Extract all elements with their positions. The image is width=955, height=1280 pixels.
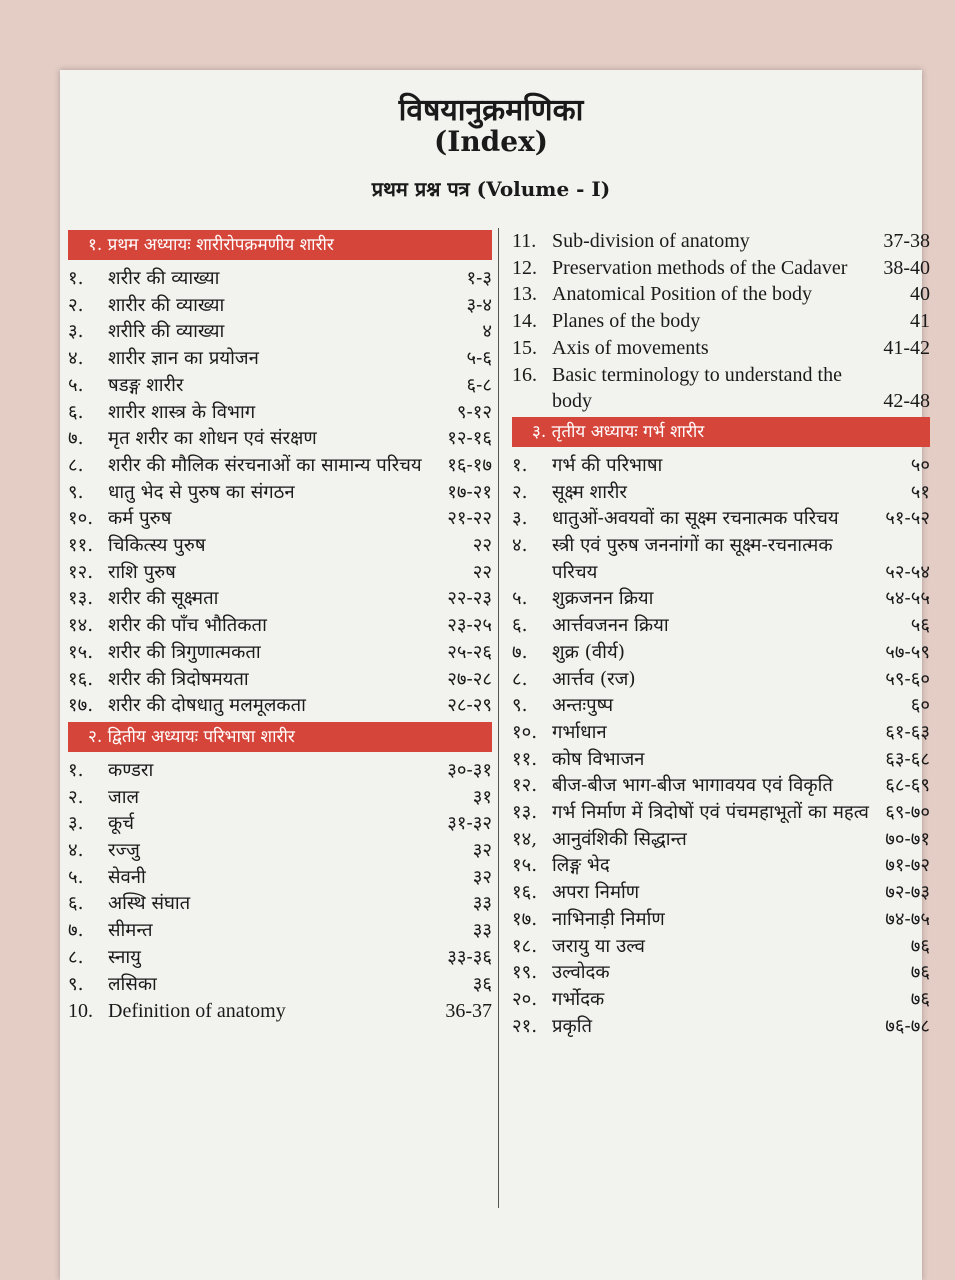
entry-title: शारीर ज्ञान का प्रयोजन <box>108 348 259 370</box>
entry-number: ११. <box>68 535 94 557</box>
entry-page: 41-42 <box>883 336 930 359</box>
entry-title: उल्वोदक <box>552 962 610 984</box>
index-entry <box>512 853 930 880</box>
index-entry <box>68 319 492 346</box>
entry-page: ७४-७५ <box>885 908 930 930</box>
entry-page: ३२ <box>472 866 492 888</box>
entry-page: ७६ <box>910 962 930 984</box>
column-divider <box>498 228 499 1208</box>
index-entry <box>512 480 930 507</box>
entry-page: २२-२३ <box>447 588 492 610</box>
index-entry <box>512 533 930 586</box>
entry-page: ७१-७२ <box>885 855 930 877</box>
entry-number: २०. <box>512 988 538 1010</box>
left-column <box>68 228 492 1025</box>
chapter-heading: १. प्रथम अध्यायः शारीरोपक्रमणीय शारीर <box>68 230 492 260</box>
entry-number: ६. <box>512 615 528 637</box>
entry-number: १७. <box>512 908 538 930</box>
entry-page: ४ <box>482 321 492 343</box>
entry-title: शरीर की पाँच भौतिकता <box>108 615 267 637</box>
entry-page: ५४-५५ <box>885 588 930 610</box>
entry-number: ४. <box>68 348 84 370</box>
index-entry <box>512 640 930 667</box>
index-entry <box>68 266 492 293</box>
page-title: विषयानुक्रमणिका <box>398 93 584 128</box>
index-entry <box>512 228 930 255</box>
entry-number: 10. <box>68 1000 93 1023</box>
entry-page: ७०-७१ <box>885 828 930 850</box>
entry-number: १. <box>68 759 84 781</box>
entry-number: ४. <box>512 535 528 557</box>
entry-title: सीमन्त <box>108 920 153 942</box>
right-column <box>512 228 930 1040</box>
entry-title: षडङ्ग शारीर <box>108 374 184 396</box>
entry-number: ११. <box>512 748 538 770</box>
entry-number: १६. <box>68 668 94 690</box>
entry-page: ९-१२ <box>456 401 492 423</box>
entry-number: २. <box>68 786 84 808</box>
entry-page: ६३-६८ <box>885 748 930 770</box>
index-entry <box>512 720 930 747</box>
entry-number: ७. <box>68 428 84 450</box>
entry-title: सेवनी <box>108 866 146 888</box>
entry-page: २२ <box>472 535 492 557</box>
index-entry <box>68 838 492 865</box>
entry-page: ५६ <box>910 615 930 637</box>
entry-title: शरीरि की व्याख्या <box>108 321 225 343</box>
entry-title: शरीर की दोषधातु मलमूलकता <box>108 695 306 717</box>
entry-page: ६-८ <box>466 374 492 396</box>
entry-number: १३. <box>68 588 94 610</box>
entry-number: २. <box>512 481 528 503</box>
entry-page: ५७-५९ <box>885 641 930 663</box>
entry-number: ८. <box>68 946 84 968</box>
index-entry <box>68 533 492 560</box>
index-entry <box>68 293 492 320</box>
entry-number: ३. <box>68 813 84 835</box>
entry-title: कोष विभाजन <box>552 748 645 770</box>
entry-number: ५. <box>512 588 528 610</box>
entry-page: ५९-६० <box>885 668 930 690</box>
entry-title: अन्तःपुष्प <box>552 695 614 717</box>
entry-number: १२. <box>68 561 94 583</box>
entry-number: १५. <box>512 855 538 877</box>
index-entry <box>68 918 492 945</box>
entry-page: ७६ <box>910 988 930 1010</box>
entry-number: 11. <box>512 230 537 252</box>
entry-number: ८. <box>68 454 84 476</box>
entry-page: १७-२१ <box>447 481 492 503</box>
volume-heading: प्रथम प्रश्न पत्र (Volume - I) <box>371 177 611 201</box>
entry-page: २२ <box>472 561 492 583</box>
entry-page: २८-२९ <box>447 695 492 717</box>
entry-title: Sub-division of anatomy <box>552 230 750 252</box>
index-entry <box>68 640 492 667</box>
entry-page: ६९-७० <box>885 802 930 824</box>
entry-title: शारीर शास्त्र के विभाग <box>108 401 256 423</box>
entry-page: २३-२५ <box>447 615 492 637</box>
entry-title: स्त्री एवं पुरुष जननांगों का सूक्ष्म-रचनात्मक परिचय <box>552 535 833 583</box>
entry-number: १७. <box>68 695 94 717</box>
entry-title: शरीर की व्याख्या <box>108 268 220 289</box>
entry-page: ३३ <box>472 920 492 942</box>
entry-number: १. <box>68 268 84 289</box>
index-entry <box>68 693 492 720</box>
entry-page: ६० <box>910 695 930 717</box>
entry-title: गर्भाधान <box>552 721 607 743</box>
entry-page: ३६ <box>472 973 492 995</box>
index-entry <box>68 758 492 785</box>
entry-title: Preservation methods of the Cadaver <box>552 256 848 279</box>
entry-page: 42-48 <box>883 390 930 413</box>
entry-page: ३१ <box>472 786 492 808</box>
entry-number: ६. <box>68 401 84 423</box>
entry-number: १४. <box>68 615 94 637</box>
index-entry <box>68 891 492 918</box>
entry-page: ३१-३२ <box>447 813 492 835</box>
entry-number: 14. <box>512 310 537 333</box>
entry-number: १२. <box>512 775 538 797</box>
entry-title: सूक्ष्म शारीर <box>552 481 627 503</box>
index-entry <box>512 281 930 308</box>
entry-title: शरीर की मौलिक संरचनाओं का सामान्य परिचय <box>108 454 422 476</box>
entry-page: ७६ <box>910 935 930 957</box>
index-entry <box>68 945 492 972</box>
entry-number: २. <box>68 294 84 316</box>
index-entry <box>512 987 930 1014</box>
index-entry <box>512 586 930 613</box>
entry-number: 16. <box>512 363 537 386</box>
entry-page: 40 <box>910 283 930 306</box>
entry-number: १९. <box>512 962 538 984</box>
index-entry <box>512 1014 930 1041</box>
index-entry <box>512 880 930 907</box>
entry-page: ६८-६९ <box>885 775 930 797</box>
index-entry <box>512 773 930 800</box>
entry-page: ५१ <box>910 481 930 503</box>
index-entry <box>512 907 930 934</box>
entry-page: १६-१७ <box>447 454 492 476</box>
entry-page: ७६-७८ <box>885 1015 930 1037</box>
entry-title: आर्त्तवजनन क्रिया <box>552 615 669 637</box>
entry-number: 12. <box>512 256 537 279</box>
index-entry <box>512 667 930 694</box>
entry-number: ७. <box>512 641 528 663</box>
entry-title: आनुवंशिकी सिद्धान्त <box>552 828 687 850</box>
entry-title: कर्म पुरुष <box>108 508 172 530</box>
entry-page: २१-२२ <box>447 508 492 530</box>
entry-page: 36-37 <box>445 1000 492 1023</box>
entry-title: गर्भोदक <box>552 988 605 1010</box>
entry-number: ४. <box>68 840 84 862</box>
entry-number: ३. <box>68 321 84 343</box>
entry-title: कूर्च <box>108 813 134 835</box>
entry-title: शुक्रजनन क्रिया <box>552 588 654 610</box>
entry-page: 37-38 <box>883 230 930 252</box>
entry-number: १४, <box>512 828 538 850</box>
index-entry <box>68 785 492 812</box>
entry-title: स्नायु <box>108 946 141 968</box>
entry-title: अपरा निर्माण <box>552 882 640 904</box>
entry-title: लसिका <box>108 973 157 995</box>
entry-title: Axis of movements <box>552 336 709 359</box>
entry-title: शरीर की सूक्ष्मता <box>108 588 219 610</box>
index-entry <box>68 453 492 480</box>
entry-title: रज्जु <box>108 840 140 862</box>
entry-page: ३०-३१ <box>447 759 492 781</box>
index-entry <box>512 613 930 640</box>
page-subtitle: (Index) <box>433 125 549 158</box>
entry-title: Planes of the body <box>552 310 701 333</box>
index-entry <box>68 667 492 694</box>
entry-page: २५-२६ <box>447 641 492 663</box>
entry-number: ८. <box>512 668 528 690</box>
index-entry <box>68 373 492 400</box>
entry-page: ३-४ <box>466 294 492 316</box>
entry-page: २७-२८ <box>447 668 492 690</box>
entry-number: १०. <box>68 508 94 530</box>
index-entry <box>68 426 492 453</box>
index-entry <box>68 480 492 507</box>
entry-page: ७२-७३ <box>885 882 930 904</box>
entry-page: ५१-५२ <box>885 508 930 530</box>
entry-number: २१. <box>512 1015 538 1037</box>
index-page <box>60 70 930 1280</box>
entry-number: १६. <box>512 882 538 904</box>
entry-page: 41 <box>910 310 930 333</box>
entry-title: Anatomical Position of the body <box>552 283 812 306</box>
entry-page: ५० <box>910 454 930 476</box>
entry-number: 15. <box>512 336 537 359</box>
index-entry <box>512 362 930 415</box>
entry-title: कण्डरा <box>108 759 154 781</box>
entry-title: गर्भ निर्माण में त्रिदोषों एवं पंचमहाभूतों का महत्व <box>552 802 869 824</box>
entry-title: अस्थि संघात <box>108 893 191 915</box>
index-entry <box>512 800 930 827</box>
entry-number: ९. <box>512 695 528 717</box>
entry-page: ५२-५४ <box>885 561 930 583</box>
entry-title: शारीर की व्याख्या <box>108 294 225 316</box>
entry-page: १२-१६ <box>447 428 492 450</box>
index-entry <box>68 972 492 999</box>
entry-title: बीज-बीज भाग-बीज भागावयव एवं विकृति <box>552 775 833 797</box>
index-entry <box>68 586 492 613</box>
entry-title: Basic terminology to understand the body <box>552 363 842 413</box>
entry-title: शरीर की त्रिदोषमयता <box>108 668 249 690</box>
entry-title: आर्त्तव (रज) <box>552 668 636 690</box>
entry-title: मृत शरीर का शोधन एवं संरक्षण <box>108 428 317 450</box>
index-entry <box>512 934 930 961</box>
entry-title: जरायु या उल्व <box>552 935 645 957</box>
entry-page: १-३ <box>466 268 492 289</box>
entry-number: १३. <box>512 802 538 824</box>
entry-title: धातुओं-अवयवों का सूक्ष्म रचनात्मक परिचय <box>552 508 839 530</box>
index-entry <box>68 811 492 838</box>
entry-page: ३२ <box>472 840 492 862</box>
entry-number: १. <box>512 454 528 476</box>
entry-number: ५. <box>68 866 84 888</box>
index-entry <box>68 506 492 533</box>
index-entry <box>512 693 930 720</box>
entry-title: Definition of anatomy <box>108 1000 286 1023</box>
index-entry <box>68 560 492 587</box>
entry-number: १५. <box>68 641 94 663</box>
entry-title: राशि पुरुष <box>108 561 176 583</box>
entry-page: ६१-६३ <box>885 721 930 743</box>
index-entry <box>512 506 930 533</box>
index-entry <box>512 335 930 362</box>
entry-number: १०. <box>512 721 538 743</box>
entry-page: ३३-३६ <box>447 946 492 968</box>
entry-number: ९. <box>68 481 84 503</box>
index-entry <box>512 960 930 987</box>
index-entry <box>512 308 930 335</box>
entry-number: ६. <box>68 893 84 915</box>
chapter-heading: २. द्वितीय अध्यायः परिभाषा शारीर <box>68 722 492 752</box>
index-entry <box>68 998 492 1025</box>
entry-title: लिङ्ग भेद <box>552 855 610 877</box>
index-entry <box>512 453 930 480</box>
entry-title: नाभिनाड़ी निर्माण <box>552 908 665 930</box>
entry-number: ३. <box>512 508 528 530</box>
index-entry <box>512 747 930 774</box>
entry-number: १८. <box>512 935 538 957</box>
entry-title: धातु भेद से पुरुष का संगठन <box>108 481 295 503</box>
index-entry <box>68 400 492 427</box>
entry-page: ५-६ <box>466 348 492 370</box>
entry-title: गर्भ की परिभाषा <box>552 454 663 476</box>
entry-title: शरीर की त्रिगुणात्मकता <box>108 641 261 663</box>
index-entry <box>68 865 492 892</box>
chapter-heading: ३. तृतीय अध्यायः गर्भ शारीर <box>512 417 930 447</box>
entry-number: ७. <box>68 920 84 942</box>
index-entry <box>68 346 492 373</box>
entry-title: चिकित्स्य पुरुष <box>108 535 206 557</box>
entry-number: ९. <box>68 973 84 995</box>
entry-title: शुक्र (वीर्य) <box>552 641 625 663</box>
index-entry <box>512 827 930 854</box>
entry-page: ३३ <box>472 893 492 915</box>
entry-number: ५. <box>68 374 84 396</box>
index-entry <box>512 255 930 282</box>
entry-title: जाल <box>108 786 140 808</box>
entry-number: 13. <box>512 283 537 306</box>
entry-title: प्रकृति <box>552 1015 593 1037</box>
index-entry <box>68 613 492 640</box>
entry-page: 38-40 <box>883 256 930 279</box>
